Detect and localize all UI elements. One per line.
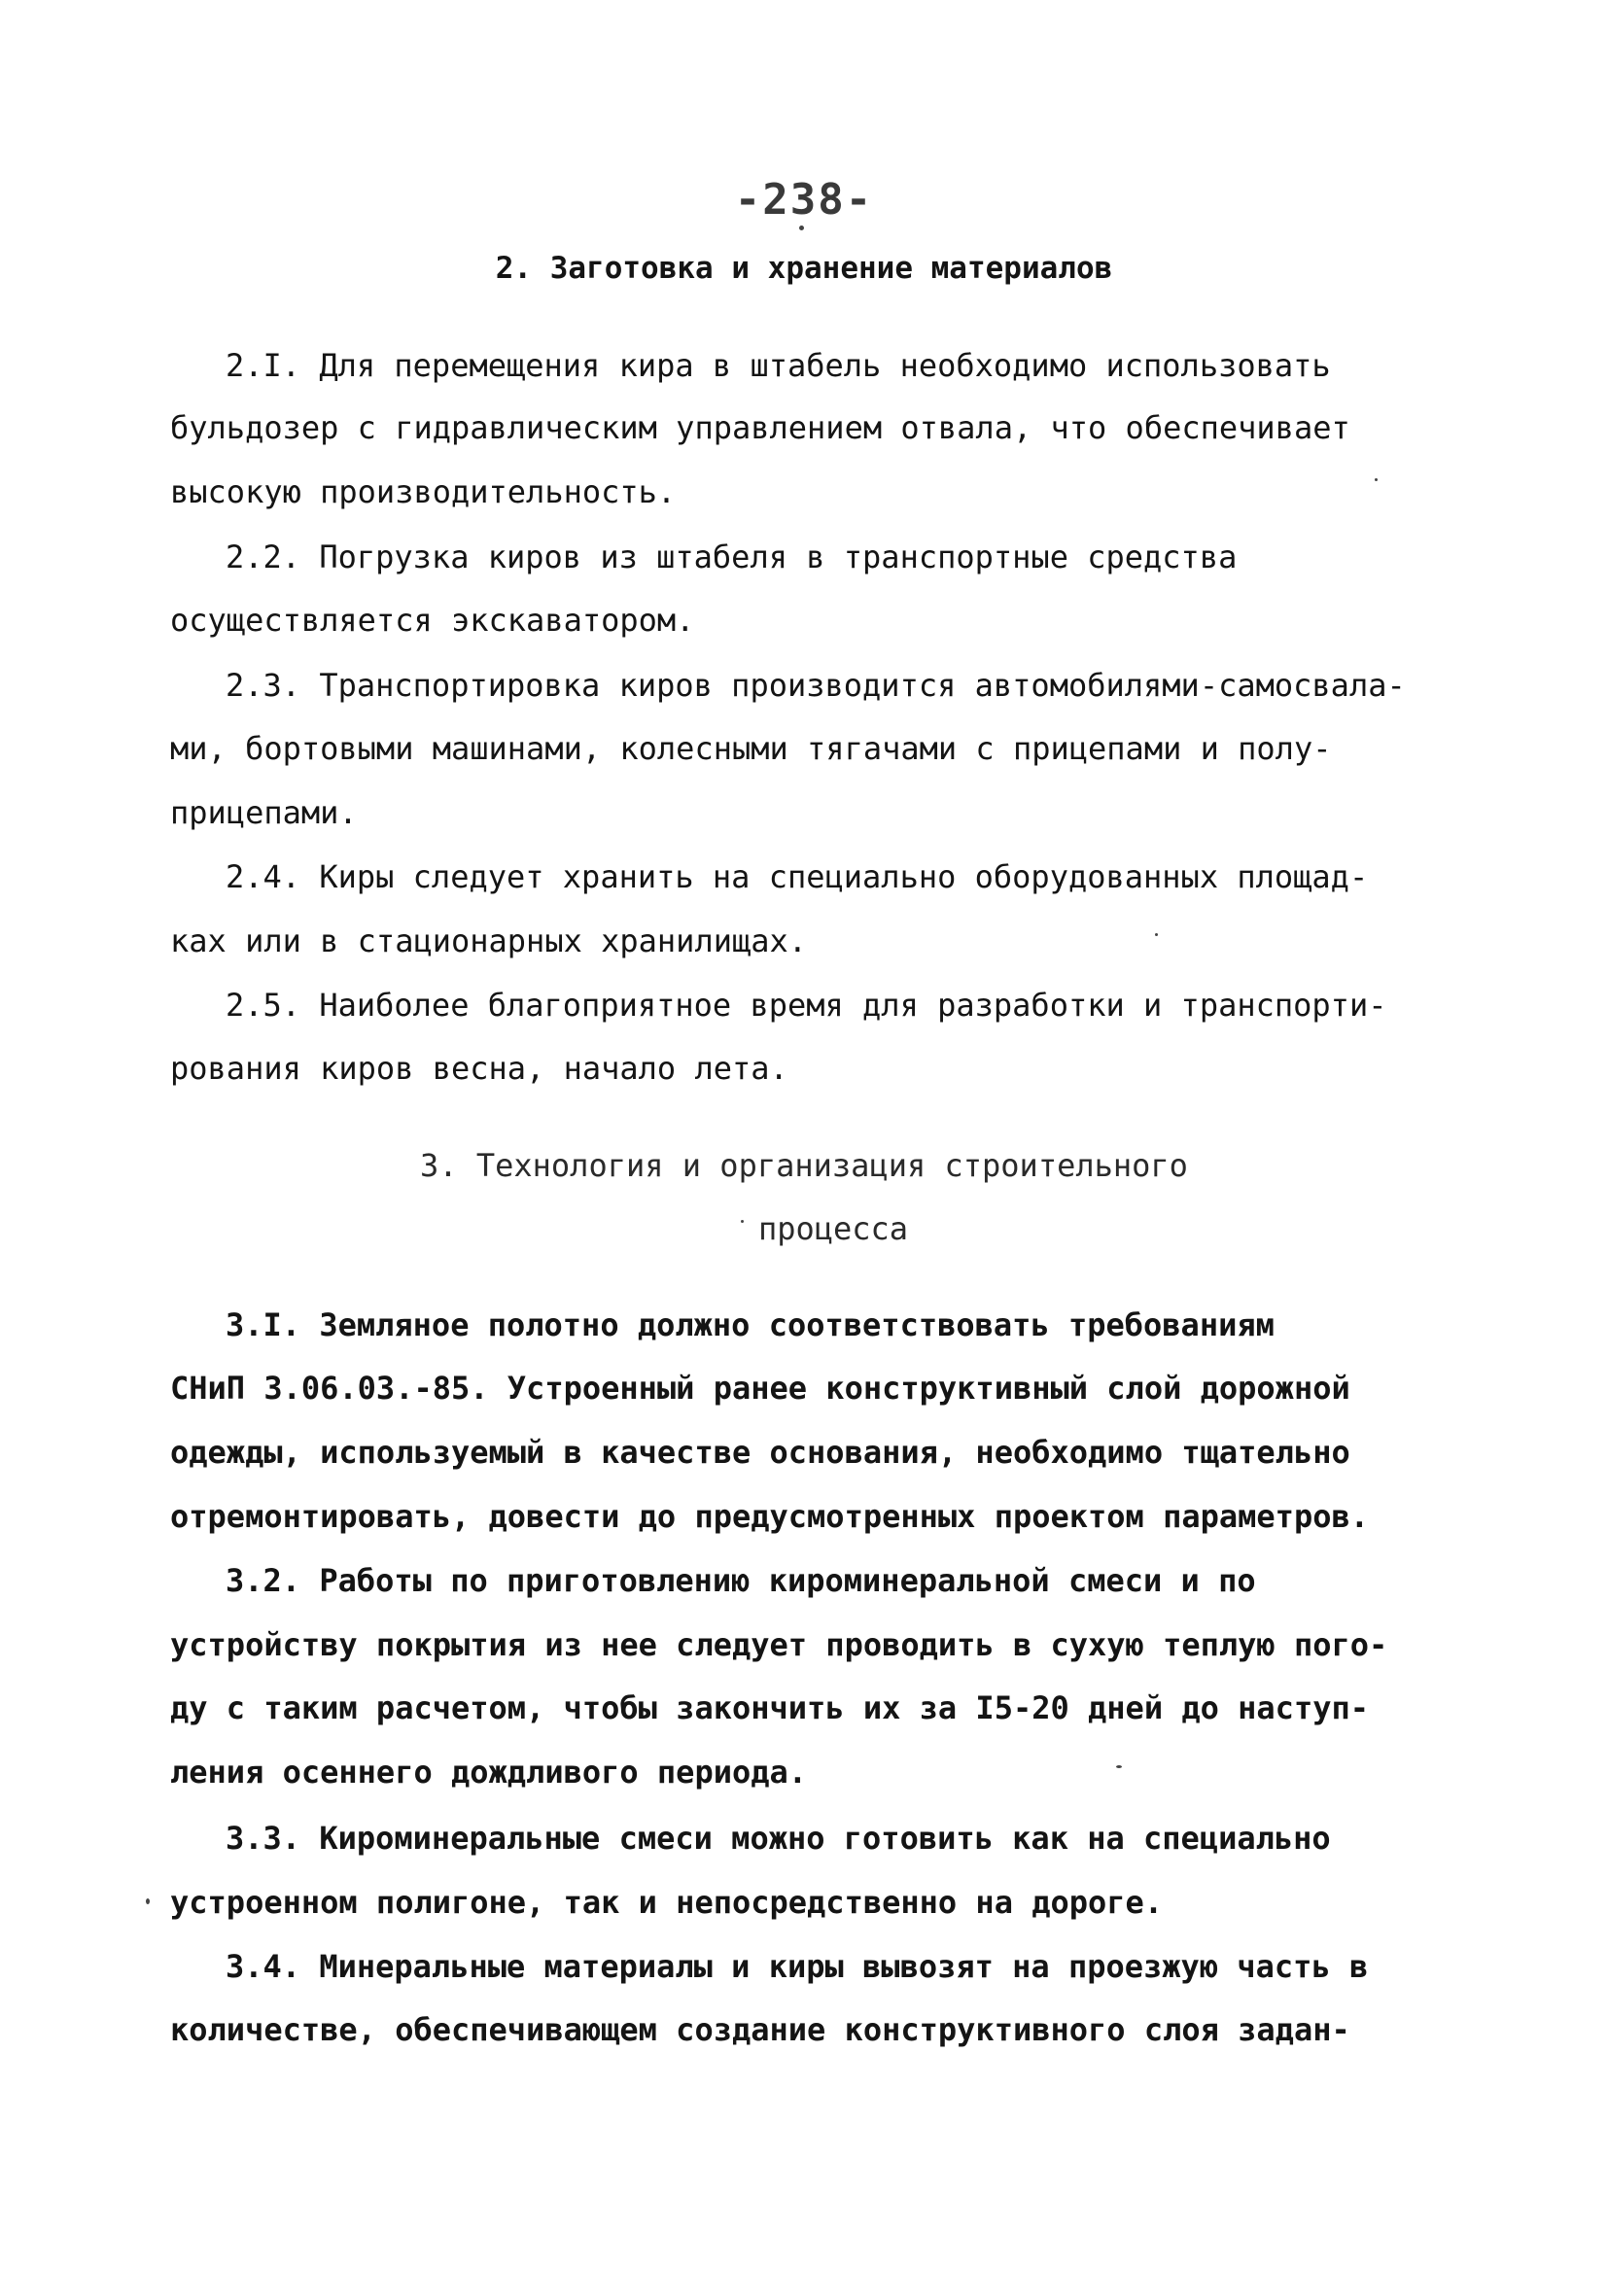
paragraph-line: 3.I. Земляное полотно должно соответствовать требованиям bbox=[226, 1306, 1275, 1343]
paragraph-line: 2.5. Наиболее благоприятное время для разработки и транспорти- bbox=[226, 987, 1387, 1024]
paragraph-line: ду с таким расчетом, чтобы закончить их за I5-20 дней до наступ- bbox=[170, 1689, 1369, 1726]
page-number: -238- bbox=[734, 175, 874, 225]
section-3-heading-line-2: процесса bbox=[757, 1210, 909, 1247]
paragraph-line: высокую производительность. bbox=[170, 473, 677, 510]
paragraph-line: осуществляется экскаватором. bbox=[170, 602, 695, 639]
paragraph-line: устройству покрытия из нее следует проводить в сухую теплую пого- bbox=[170, 1626, 1388, 1663]
paragraph-line: 3.4. Минеральные материалы и киры вывозят на проезжую часть в bbox=[226, 1948, 1369, 1985]
scan-speck bbox=[1116, 1765, 1122, 1768]
paragraph-line: количестве, обеспечивающем создание конструктивного слоя задан- bbox=[170, 2011, 1350, 2048]
paragraph-line: ках или в стационарных хранилищах. bbox=[170, 922, 808, 959]
scan-speck bbox=[799, 226, 804, 230]
scan-speck bbox=[1375, 478, 1378, 481]
paragraph-line: ления осеннего дождливого периода. bbox=[170, 1754, 808, 1791]
scan-speck bbox=[741, 1220, 744, 1223]
section-3-heading-line-1: 3. Технология и организация строительного bbox=[420, 1147, 1188, 1184]
paragraph-line: устроенном полигоне, так и непосредственно на дороге. bbox=[170, 1884, 1164, 1921]
section-2-heading: 2. Заготовка и хранение материалов bbox=[495, 251, 1113, 286]
paragraph-line: 2.I. Для перемещения кира в штабель необходимо использовать bbox=[226, 347, 1331, 384]
paragraph-line: 3.2. Работы по приготовлению кироминеральной смеси и по bbox=[226, 1562, 1256, 1599]
paragraph-line: прицепами. bbox=[170, 794, 358, 831]
paragraph-line: отремонтировать, довести до предусмотренных проектом параметров. bbox=[170, 1498, 1369, 1535]
paragraph-line: одежды, используемый в качестве основания, необходимо тщательно bbox=[170, 1434, 1350, 1471]
paragraph-line: рования киров весна, начало лета. bbox=[170, 1050, 788, 1087]
paragraph-line: бульдозер с гидравлическим управлением отвала, что обеспечивает bbox=[170, 409, 1350, 446]
paragraph-line: СНиП 3.06.03.-85. Устроенный ранее конструктивный слой дорожной bbox=[170, 1370, 1350, 1407]
scan-speck bbox=[1155, 933, 1158, 936]
paragraph-line: ми, бортовыми машинами, колесными тягачами с прицепами и полу- bbox=[170, 730, 1332, 767]
paragraph-line: 3.3. Кироминеральные смеси можно готовить как на специально bbox=[226, 1820, 1331, 1857]
scan-speck bbox=[146, 1898, 150, 1904]
paragraph-line: 2.2. Погрузка киров из штабеля в транспортные средства bbox=[226, 539, 1238, 575]
paragraph-line: 2.4. Киры следует хранить на специально оборудованных площад- bbox=[226, 858, 1369, 895]
paragraph-line: 2.3. Транспортировка киров производится автомобилями-самосвала- bbox=[226, 667, 1406, 704]
